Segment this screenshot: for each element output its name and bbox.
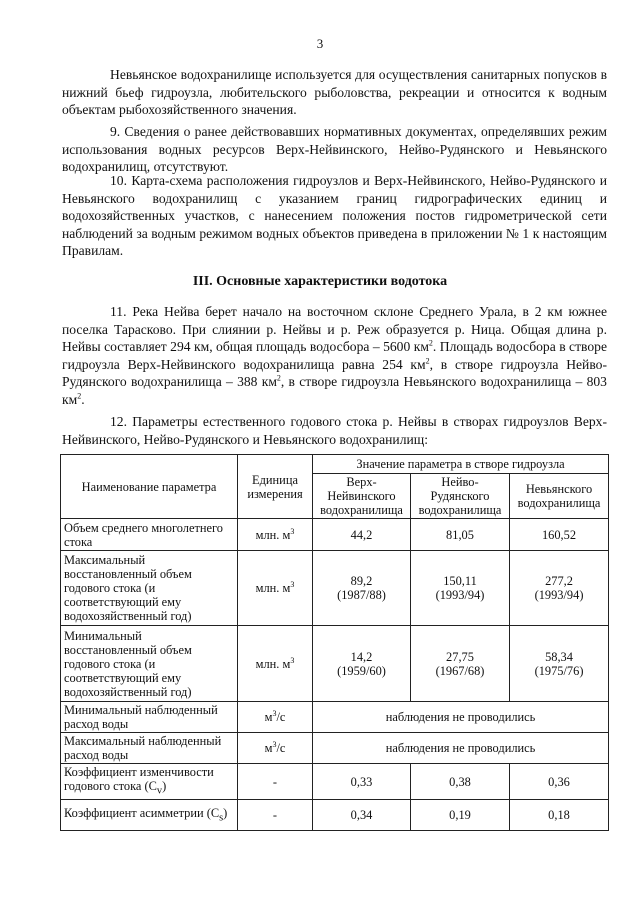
p11-part-d: , в створе гидроузла Невьянского водохранилища – 803 км (62, 374, 607, 407)
row-merged-value: наблюдения не проводились (313, 733, 609, 764)
row-value: 58,34 (1975/76) (510, 626, 609, 702)
row-value: 0,18 (510, 800, 609, 831)
row-value: 89,2 (1987/88) (313, 551, 411, 626)
superscript-2: 2 (276, 373, 281, 383)
row-unit: млн. $м^3$ (238, 519, 313, 551)
header-unit: Единица измерения (238, 455, 313, 519)
row-merged-value: наблюдения не проводились (313, 702, 609, 733)
row-value: 27,75 (1967/68) (411, 626, 510, 702)
row-unit: - (238, 800, 313, 831)
row-name: Минимальный наблюденный расход воды (61, 702, 238, 733)
row-name: Объем среднего многолетнего стока (61, 519, 238, 551)
row-value: 81,05 (411, 519, 510, 551)
table-row (61, 551, 609, 626)
row-unit: млн. $м^3$ (238, 626, 313, 702)
row-value: 0,33 (313, 764, 411, 800)
table-row (61, 764, 609, 800)
table-row (61, 733, 609, 764)
p11-part-b: . Площадь водосбора в створе гидроузла Верх-Нейвинского водохранилища равна 254 км (62, 339, 607, 372)
row-unit: $м^3/с$ (238, 733, 313, 764)
paragraph-9: 9. Сведения о ранее действовавших нормативных документах, определявших режим использования водных ресурсов Верх-Нейвинского, Нейво-Рудянского и Невьянского водохранилищ, отсутствуют. (62, 124, 607, 174)
row-value: 14,2 (1959/60) (313, 626, 411, 702)
row-name: Минимальный восстановленный объем годового стока (и соответствующий ему водохозяйственный год) (61, 626, 238, 702)
paragraph-12: 12. Параметры естественного годового стока р. Нейвы в створах гидроузлов Верх-Нейвинского, Нейво-Рудянского и Невьянского водохранилищ: (62, 414, 607, 447)
p11-part-e: . (81, 391, 85, 407)
row-value: 0,19 (411, 800, 510, 831)
superscript-2: 2 (425, 355, 430, 365)
header-value-group: Значение параметра в створе гидроузла (313, 455, 609, 474)
row-value: 0,36 (510, 764, 609, 800)
row-unit: млн. $м^3$ (238, 551, 313, 626)
paragraph-reservoir-use: Невьянское водохранилище используется для осуществления санитарных попусков в нижний бьеф гидроузла, любительского рыболовства, рекреации и относится к водным объектам рыбохозяйственного значения. (62, 67, 607, 117)
row-value: 0,38 (411, 764, 510, 800)
table-row (61, 702, 609, 733)
row-name: Коэффициент асимметрии $(C_s)$ (61, 800, 238, 831)
row-name: Коэффициент изменчивости годового стока $(C_v)$ (61, 764, 238, 800)
table-row (61, 626, 609, 702)
section-heading: III. Основные характеристики водотока (192, 274, 448, 289)
row-value: 160,52 (510, 519, 609, 551)
paragraph-10: 10. Карта-схема расположения гидроузлов и Верх-Нейвинского, Нейво-Рудянского и Невьянского водохранилищ с указанием границ гидрографических единиц и водохозяйственных участков, с нанесением положения постов гидрометрической сети наблюдений за водным режимом водных объектов приведена в приложении № 1 к настоящим Правилам. (62, 173, 607, 258)
header-verkh-neyvinsky: Верх-Нейвинского водохранилища (313, 474, 411, 519)
superscript-2: 2 (428, 338, 433, 348)
header-nevyansky: Невьянского водохранилища (510, 474, 609, 519)
row-value: 150,11 (1993/94) (411, 551, 510, 626)
table-row (61, 519, 609, 551)
superscript-2: 2 (77, 390, 82, 400)
row-name: Максимальный восстановленный объем годового стока (и соответствующий ему водохозяйственный год) (61, 551, 238, 626)
row-name: Максимальный наблюденный расход воды (61, 733, 238, 764)
table-row (61, 800, 609, 831)
row-unit: $м^3/с$ (238, 702, 313, 733)
parameters-table (60, 454, 609, 831)
paragraph-11 (62, 303, 607, 408)
row-value: 44,2 (313, 519, 411, 551)
p11-part-c: , в створе гидроузла Нейво-Рудянского водохранилища – 388 км (62, 356, 607, 389)
row-unit: - (238, 764, 313, 800)
page-number: 3 (316, 36, 324, 51)
row-value: 0,34 (313, 800, 411, 831)
row-value: 277,2 (1993/94) (510, 551, 609, 626)
header-parameter-name: Наименование параметра (61, 455, 238, 519)
header-neyvo-rudyansky: Нейво-Рудянского водохранилища (411, 474, 510, 519)
p11-part-a: 11. Река Нейва берет начало на восточном склоне Среднего Урала, в 2 км южнее поселка Тарасково. При слиянии р. Нейвы и р. Реж образуется р. Ница. Общая длина р. Нейвы составляет 294 км, общая площадь водосбора – 5600 км (62, 304, 607, 354)
